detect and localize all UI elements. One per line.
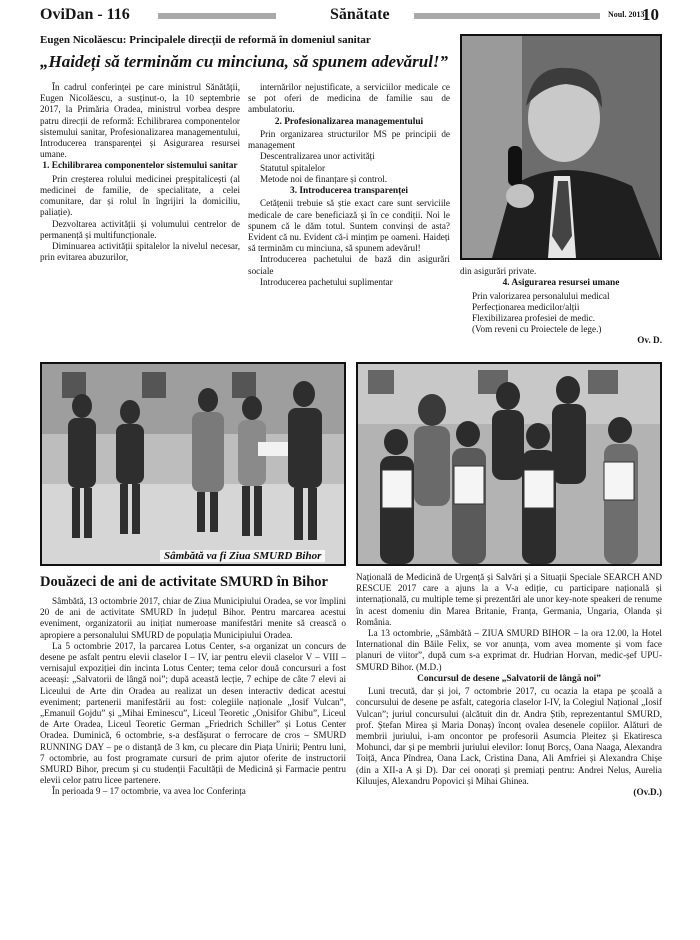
paragraph: Cetățenii trebuie să știe exact care sunt serviciile medicale de care beneficiază și în ce condiții. Noi le spunem că le dăm totul. Suntem convinși de asta? Evident că nu. Evident că-i mințim pe oameni. Haideți să terminăm cu minciuna, să spunem adevărul! [248, 198, 450, 254]
issue-date: Noul. 2013 [608, 10, 645, 19]
paragraph: (Vom reveni cu Proiectele de lege.) [472, 324, 602, 335]
article-kicker: Eugen Nicolăescu: Principalele direcții de reformă în domeniul sanitar [40, 34, 371, 46]
paragraph: Flexibilizarea profesiei de medic. [472, 313, 595, 324]
article1-column-3 [460, 266, 662, 362]
paragraph: Statutul spitalelor [260, 162, 326, 173]
paragraph: Prin valorizarea personalului medical [472, 290, 610, 301]
paragraph: În cadrul conferinței pe care ministrul Sănătății, Eugen Nicolăescu, a susținut-o, la 10 septembrie 2017, la Primăria Oradea, ministrul vorbea despre patru direcții de reformă: Echilibrarea componentelor sistemului sanitar, Profesionalizarea managementului, Introducerea transparenței și Asigurarea resursei umane. [40, 82, 240, 160]
paragraph: Dezvoltarea activității și volumului centrelor de permanență și multifuncționale. [40, 218, 240, 240]
article2-column-1 [40, 596, 346, 932]
subheading: 4. Asigurarea resursei umane [502, 278, 620, 289]
paragraph: Diminuarea activității spitalelor la nivelul necesar, prin evitarea abuzurilor, [40, 241, 240, 263]
paragraph: Luni trecută, dar și joi, 7 octombrie 2017, cu ocazia la etapa pe școală a concursului de desene pe asfalt, categoria claselor I-IV, la Colegiul Național „Iosif Vulcan”; juriul concursului (alcătuit din dr. Andra Știb, reprezentantul SMURD, prof. Ștefan Mirea și Maria Donaș) înconț ovalea desenele copiilor. Alături de membrii juriului, i-am oncontor pe profesorii Asumcia Pleitez și Ekatiresca Mohunci, dar și pe membrii juriului elevilor: Ionuț Borcș, Oana Naaga, Alexandra Toiță, Anca Pîndrea, Oana Lack, Cristina Dana, Ali Amfriei și Alexandra Chișe (din a XII-a A și D). Dar cei onorați și premiați pentru: Andrei Nelus, Aurelia Kiluujes, Alexandru Popovici și Mihai Ghinea. [356, 686, 662, 786]
paragraph: La 13 octombrie, „Sâmbătă – ZIUA SMURD BIHOR – la ora 12.00, la Hotel International din Băile Felix, se vor anunța, vom avea momente și vom face planuri de viitor”, după cum s-a exprimat dr. Hudrian Horvan, medic-șef UPU-SMURD Bihor. (M.D.) [356, 628, 662, 672]
award-photo-illustration [358, 364, 660, 564]
paragraph: internărilor nejustificate, a serviciilor medicale ce se pot oferi de medicina de familie sau de ambulatoriu. [248, 82, 450, 115]
portrait-illustration [462, 36, 660, 258]
paragraph: Prin creșterea rolului medicinei preșpitalicești (al medicinei de familie, de specialitate, a celei comunitare, dar și rolul în îngrijiri la domiciliu, paliație). [40, 173, 240, 218]
section-title: Sănătate [330, 6, 390, 23]
article2-column-2 [356, 572, 662, 932]
paragraph: Sâmbătă, 13 octombrie 2017, chiar de Ziua Municipiului Oradea, se vor împlini 20 de ani de activitate SMURD în județul Bihor. Pentru marcarea acestui eveniment, organizatorii au inițiat numeroase manifestări menite să crească o apropiere a personalului SMURD de populația Municipiului Oradea. [40, 596, 346, 640]
photo-award-winners [356, 362, 662, 566]
paragraph: Descentralizarea unor activități [260, 151, 375, 162]
paragraph: Prin organizarea structurilor MS pe principii de management [248, 129, 450, 151]
author-signature: (Ov.D.) [633, 787, 662, 798]
paragraph: Introducerea pachetului suplimentar [260, 276, 393, 287]
paragraph: Introducerea pachetului de bază din asigurări sociale [248, 254, 450, 276]
paragraph: Națională de Medicină de Urgență și Salvări și a Situații Speciale SEARCH AND RESCUE 2017 care a ajuns la a V-a ediție, cu participare națională și internațională, cu multiple teme și prezentări ale unor key-note speakeri de renume în acest domeniu din Marea Britanie, Franța, Germania, Ungaria, Olanda și România. [356, 572, 662, 627]
paragraph: Metode noi de finanțare și control. [260, 173, 388, 184]
page-number: 10 [642, 5, 659, 24]
subheading: Concursul de desene „Salvatorii de lângă noi” [417, 673, 601, 684]
newspaper-name: OviDan - 116 [40, 6, 130, 23]
subheading: 2. Profesionalizarea managementului [274, 116, 424, 127]
photo-caption: Sâmbătă va fi Ziua SMURD Bihor [160, 550, 325, 562]
paragraph: Perfecționarea medicilor/alții [472, 301, 580, 312]
group-photo-illustration [42, 364, 344, 564]
header-divider-left [158, 13, 276, 19]
photo-students-group [40, 362, 346, 566]
minister-photo [460, 34, 662, 260]
subheading: 1. Echilibrarea componentelor sistemului sanitar [42, 161, 238, 172]
subheading: 3. Introducerea transparenței [290, 186, 408, 197]
header-divider-right [414, 13, 600, 19]
article-headline: „Haideți să terminăm cu minciuna, să spunem adevărul!” [40, 52, 449, 71]
paragraph: În perioada 9 – 17 octombrie, va avea loc Conferința [52, 786, 246, 797]
article1-column-1 [40, 82, 240, 354]
paragraph: din asigurări private. [460, 266, 537, 276]
paragraph: La 5 octombrie 2017, la parcarea Lotus Center, s-a organizat un concurs de desene pe asfalt pentru elevii claselor I – IV, iar pentru elevii claselor V – VIII – vernisajul expoziției din incinta Lotus Center; tema celor două concursuri a fost aceeași: „Salvatorii de lângă noi”; după această lecție, 7 echipe de câte 7 elevi ai Liceului de Arte din Oradea au realizat un desen interactiv dedicat acestui eveniment; partenerii manifestării au fost: colegiile naționale „Iosif Vulcan”, „Emanuil Gojdu” și „Mihai Eminescu”, Liceul Teoretic „Onisifor Ghibu”, Liceul de Arte Oradea, Liceul Teoretic German „Friedrich Schiller” și Lotus Center Oradea. Duminică, 6 octombrie, s-a desfășurat o ferrocare de cros – SMURD RUNNING DAY – pe o distanță de 3 km, cu plecare din Piața Unirii; Pentru luni, 7 octombrie, au fost programate cursuri de prim ajutor oferite de instructorii SMURD Bihor, precum și cu studenții Facultății de Medicină și Farmacie pentru elevii celor patru licee partenere. [40, 640, 346, 786]
article1-column-2 [248, 82, 450, 354]
article2-headline: Douăzeci de ani de activitate SMURD în Bihor [40, 574, 328, 590]
author-signature: Ov. D. [637, 335, 662, 346]
